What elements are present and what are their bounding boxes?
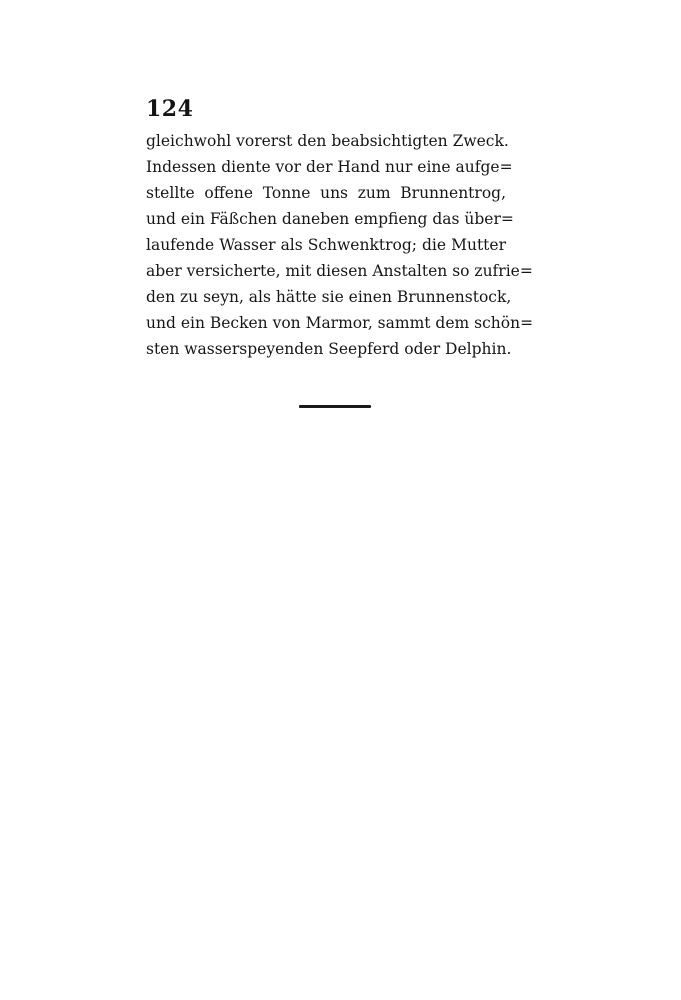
text-line: und ein Becken von Marmor, sammt dem schön= — [146, 314, 534, 332]
text-line: den zu seyn, als hätte sie einen Brunnenstock, — [146, 288, 512, 306]
page-number: 124 — [146, 96, 194, 122]
text-line: Indessen diente vor der Hand nur eine aufge= — [146, 158, 513, 176]
text-line: aber versicherte, mit diesen Anstalten so zufrie= — [146, 262, 533, 280]
text-line: gleichwohl vorerst den beabsichtigten Zweck. — [146, 132, 509, 150]
text-line: laufende Wasser als Schwenktrog; die Mutter — [146, 236, 506, 254]
text-line: sten wasserspeyenden Seepferd oder Delphin. — [146, 340, 512, 358]
end-rule — [299, 405, 371, 408]
text-line: stellte offene Tonne uns zum Brunnentrog, — [146, 184, 506, 202]
text-line: und ein Fäßchen daneben empfieng das über= — [146, 210, 514, 228]
body-paragraph — [146, 128, 534, 362]
